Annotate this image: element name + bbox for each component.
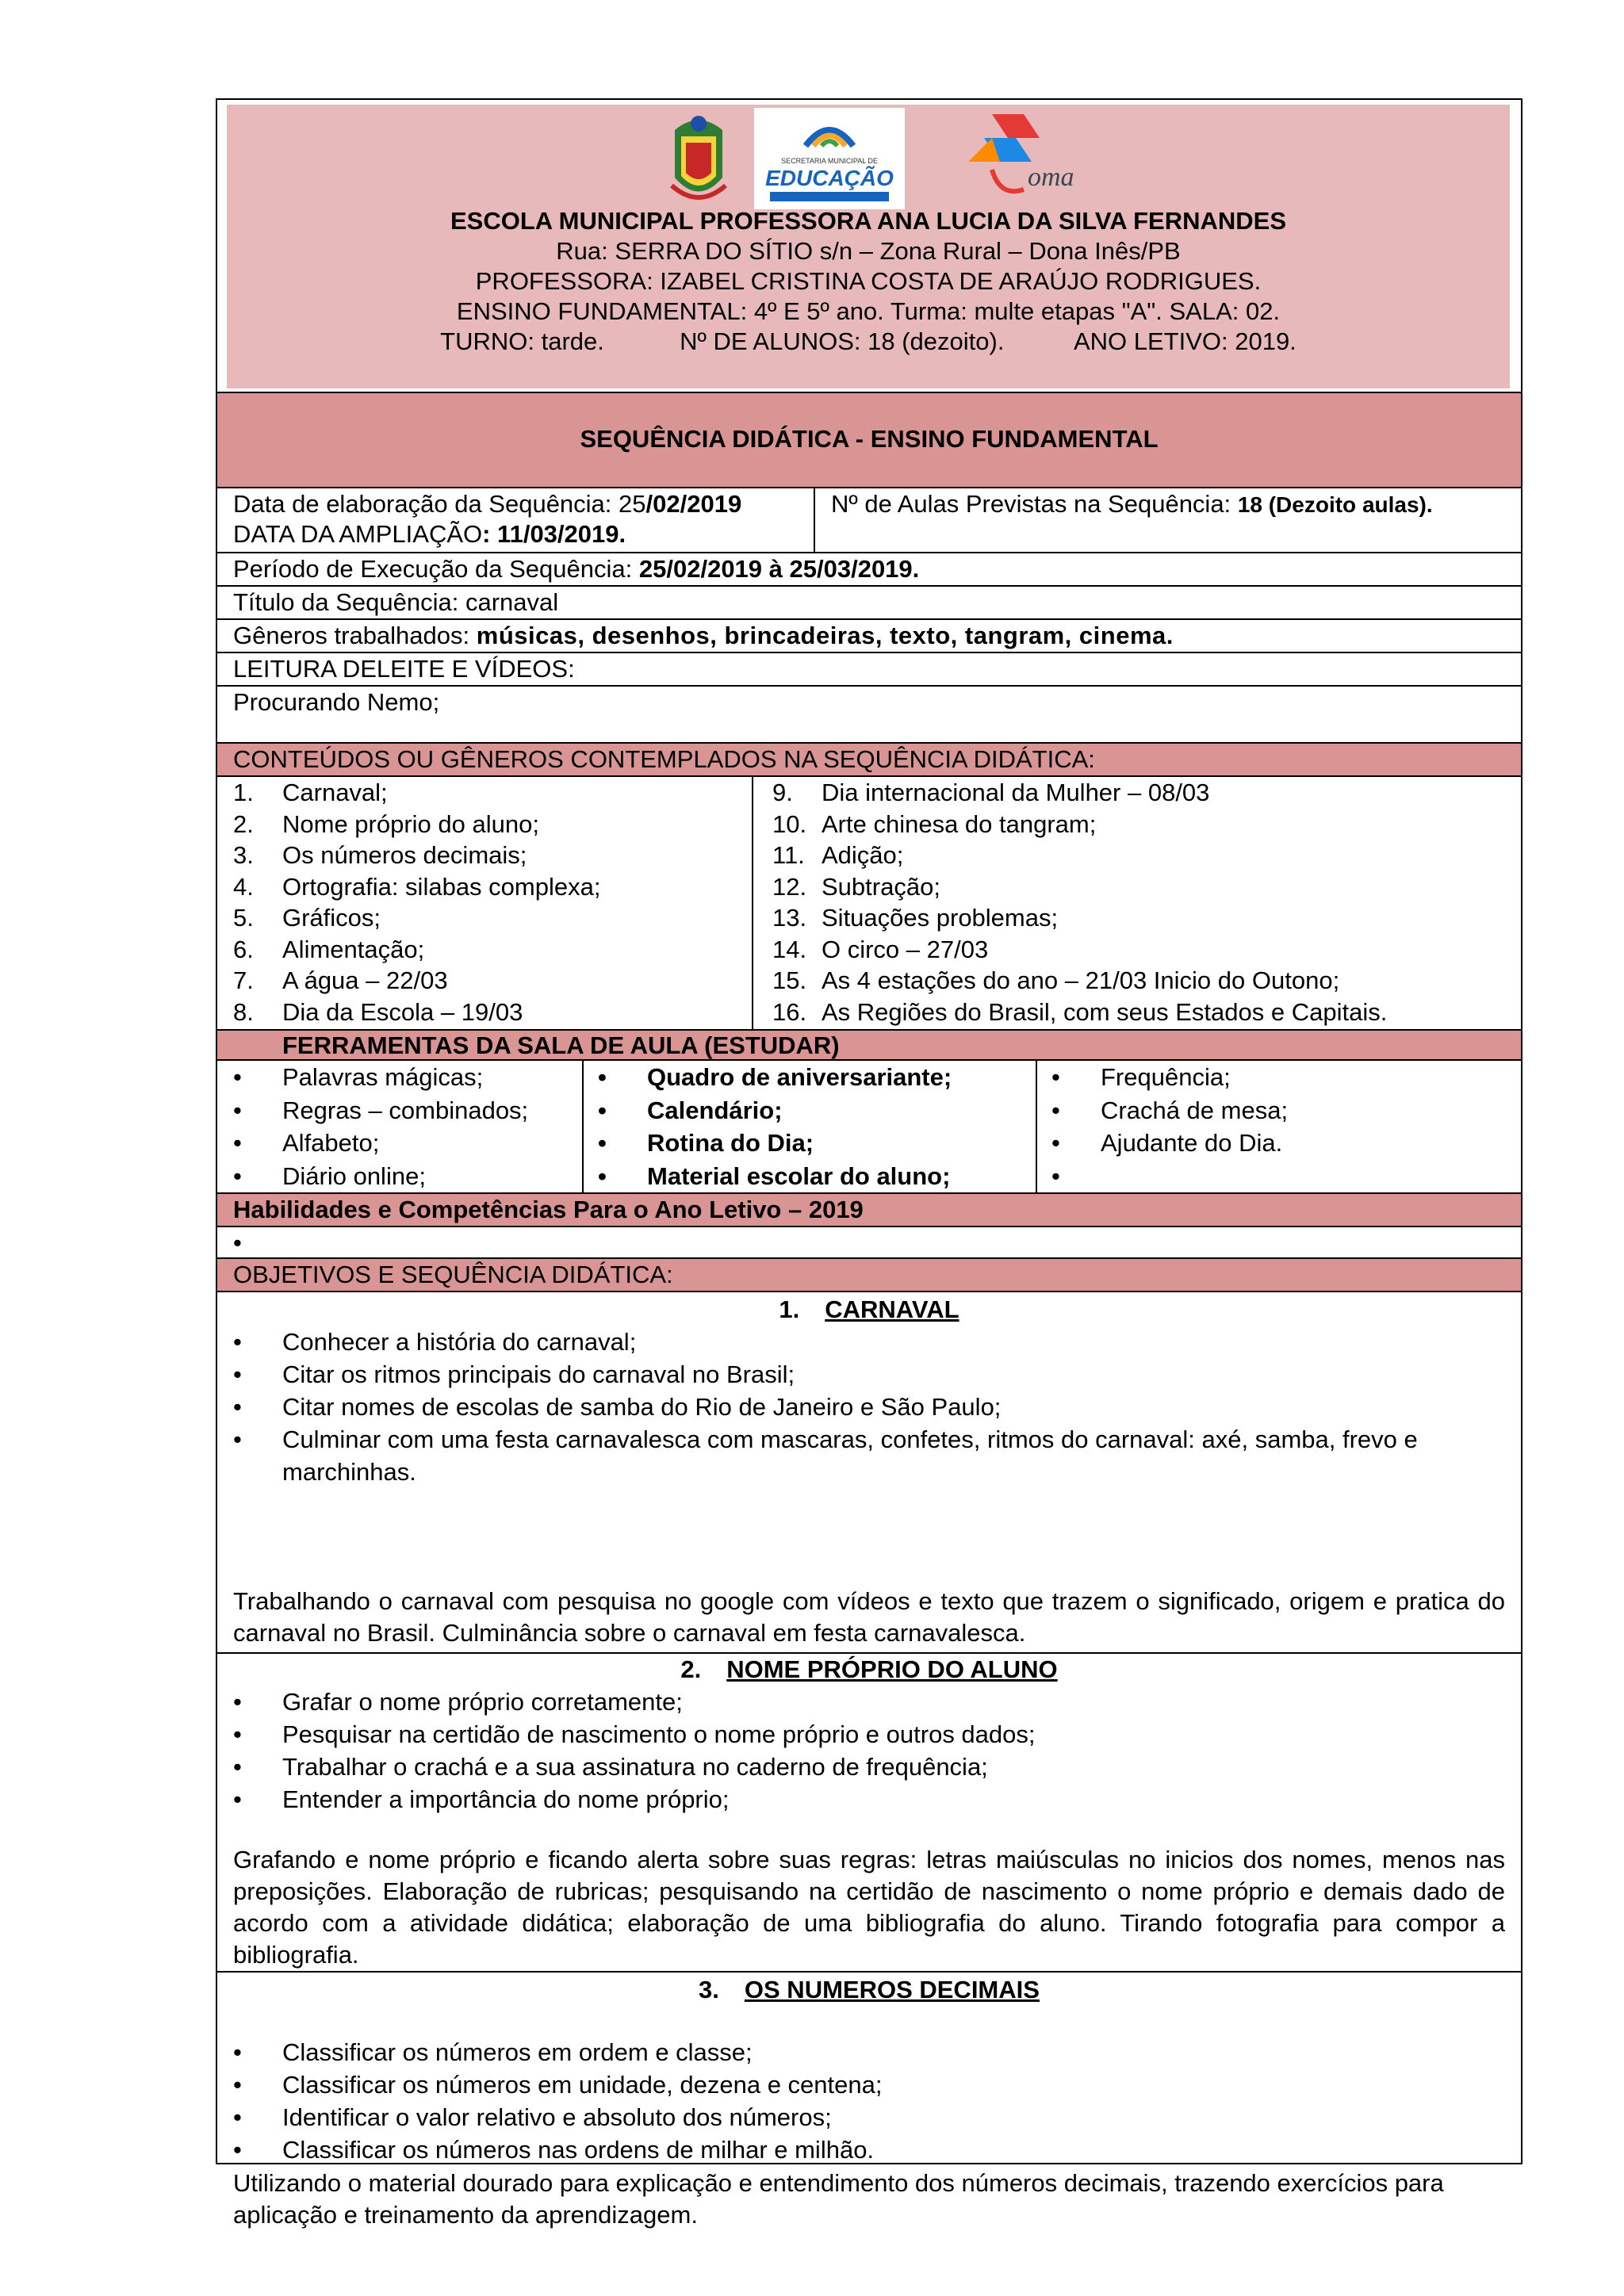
reading-item: Procurando Nemo; bbox=[217, 687, 1521, 744]
objective-item-text: Classificar os números em ordem e classe; bbox=[282, 2038, 753, 2066]
section-carnaval bbox=[217, 1292, 1521, 1654]
tool-item-text: Diário online; bbox=[282, 1161, 426, 1190]
content-item bbox=[772, 902, 1387, 934]
tool-item bbox=[233, 1160, 528, 1193]
tools-heading: FERRAMENTAS DA SALA DE AULA (ESTUDAR) bbox=[282, 1031, 840, 1059]
content-item-number: 9. bbox=[772, 779, 793, 806]
content-item bbox=[772, 997, 1387, 1028]
bullet: • bbox=[233, 1360, 242, 1388]
objective-item-text: Trabalhar o crachá e a sua assinatura no caderno de frequência; bbox=[282, 1753, 988, 1781]
extension-date: DATA DA AMPLIAÇÃO: 11/03/2019. bbox=[233, 520, 626, 548]
content-item bbox=[233, 997, 600, 1028]
contents-list-left bbox=[233, 777, 600, 1027]
content-item-text: Carnaval; bbox=[282, 779, 388, 806]
tool-item-text: Calendário; bbox=[647, 1096, 783, 1124]
tool-item bbox=[1051, 1160, 1288, 1193]
objective-item-text: Citar nomes de escolas de samba do Rio de Janeiro e São Paulo; bbox=[282, 1393, 1002, 1421]
bullet: • bbox=[233, 1688, 242, 1716]
content-item-number: 5. bbox=[233, 904, 254, 932]
section-2-bullets bbox=[233, 1686, 1505, 1816]
objective-item bbox=[233, 1718, 1505, 1751]
content-item-number: 1. bbox=[233, 779, 254, 806]
content-item bbox=[772, 840, 1387, 871]
content-item-text: Arte chinesa do tangram; bbox=[822, 809, 1097, 838]
objective-item-text: Classificar os números nas ordens de milhar e milhão. bbox=[282, 2136, 875, 2164]
divider bbox=[814, 488, 815, 552]
content-item-number: 8. bbox=[233, 997, 254, 1026]
content-item-text: As Regiões do Brasil, com seus Estados e Capitais. bbox=[822, 997, 1388, 1026]
content-item-text: Gráficos; bbox=[282, 904, 381, 932]
section-3-bullets bbox=[233, 2036, 1505, 2166]
school-name: ESCOLA MUNICIPAL PROFESSORA ANA LUCIA DA SILVA FERNANDES bbox=[450, 207, 1287, 235]
tool-item-text: Crachá de mesa; bbox=[1101, 1096, 1289, 1124]
teacher-name: PROFESSORA: IZABEL CRISTINA COSTA DE ARAÚJO RODRIGUES. bbox=[475, 267, 1262, 295]
tools-column-1 bbox=[233, 1061, 528, 1192]
objective-item-text: Identificar o valor relativo e absoluto dos números; bbox=[282, 2103, 832, 2131]
content-item-number: 16. bbox=[772, 997, 807, 1026]
tool-item-text: Quadro de aniversariante; bbox=[647, 1063, 952, 1091]
bullet: • bbox=[233, 1161, 242, 1190]
objective-item bbox=[233, 1423, 1505, 1488]
content-item bbox=[772, 871, 1387, 903]
section-numeros-decimais bbox=[217, 1973, 1521, 2229]
title-band bbox=[217, 393, 1521, 488]
reading-heading: LEITURA DELEITE E VÍDEOS: bbox=[217, 653, 1521, 687]
section-3-text: Utilizando o material dourado para explicação e entendimento dos números decimais, trazendo exercícios para aplicação e treinamento da aprendizagem. bbox=[233, 2169, 1444, 2229]
skills-heading: Habilidades e Competências Para o Ano Letivo – 2019 bbox=[217, 1194, 1521, 1227]
bullet: • bbox=[233, 1720, 242, 1748]
content-item-text: Situações problemas; bbox=[822, 904, 1059, 932]
tool-item bbox=[1051, 1061, 1288, 1094]
level-class-room: ENSINO FUNDAMENTAL: 4º E 5º ano. Turma: multe etapas "A". SALA: 02. bbox=[456, 297, 1281, 325]
section-2-title: 2. NOME PRÓPRIO DO ALUNO bbox=[680, 1655, 1058, 1683]
objective-item-text: Citar os ritmos principais do carnaval no Brasil; bbox=[282, 1360, 795, 1388]
tool-item-text: Ajudante do Dia. bbox=[1101, 1129, 1283, 1157]
bullet: • bbox=[598, 1129, 607, 1157]
document-page bbox=[216, 98, 1522, 2229]
tools-column-3 bbox=[1051, 1061, 1288, 1192]
tool-item bbox=[598, 1061, 952, 1094]
content-item bbox=[233, 840, 600, 871]
logos-group bbox=[667, 106, 1079, 209]
bullet: • bbox=[233, 1425, 242, 1453]
content-item-number: 4. bbox=[233, 872, 254, 901]
info-row-dates bbox=[217, 488, 1521, 553]
bullet: • bbox=[233, 1328, 242, 1356]
content-item-text: Dia da Escola – 19/03 bbox=[282, 997, 523, 1026]
tool-item bbox=[598, 1127, 952, 1160]
content-item bbox=[233, 934, 600, 966]
objective-item bbox=[233, 1783, 1505, 1816]
objective-item bbox=[233, 2068, 1505, 2101]
content-item bbox=[233, 965, 600, 997]
contents-heading: CONTEÚDOS OU GÊNEROS CONTEMPLADOS NA SEQUÊNCIA DIDÁTICA: bbox=[217, 744, 1521, 777]
tools-heading-band bbox=[217, 1031, 1521, 1061]
content-item-text: As 4 estações do ano – 21/03 Inicio do Outono; bbox=[822, 966, 1340, 994]
bullet: • bbox=[233, 2103, 242, 2131]
content-item-number: 11. bbox=[772, 841, 805, 869]
objective-item bbox=[233, 2101, 1505, 2133]
content-item bbox=[772, 809, 1387, 840]
content-item-text: Nome próprio do aluno; bbox=[282, 809, 539, 838]
divider bbox=[752, 777, 753, 1029]
bullet: • bbox=[233, 1129, 242, 1157]
objective-item-text: Classificar os números em unidade, dezena e centena; bbox=[282, 2071, 883, 2099]
objective-item bbox=[233, 1326, 1505, 1358]
educacao-text: EDUCAÇÃO bbox=[765, 166, 894, 190]
objective-item-text: Culminar com uma festa carnavalesca com mascaras, confetes, ritmos do carnaval: axé, samba, frevo e marchinhas. bbox=[282, 1425, 1418, 1486]
section-1-text: Trabalhando o carnaval com pesquisa no google com vídeos e texto que trazem o significado, origem e pratica do carnaval no Brasil. Culminância sobre o carnaval em festa carnavalesca. bbox=[233, 1587, 1505, 1647]
skills-list bbox=[217, 1227, 1521, 1259]
soma-logo bbox=[968, 114, 1074, 192]
tool-item bbox=[233, 1061, 528, 1094]
bullet: • bbox=[233, 1753, 242, 1781]
coat-of-arms-logo bbox=[672, 116, 726, 197]
contents-lists bbox=[217, 777, 1521, 1031]
content-item-number: 14. bbox=[772, 935, 807, 963]
header-block bbox=[217, 100, 1521, 393]
content-item-text: Os números decimais; bbox=[282, 841, 527, 869]
objective-item bbox=[233, 1751, 1505, 1783]
bullet: • bbox=[233, 2038, 242, 2066]
tools-column-2 bbox=[598, 1061, 952, 1192]
tool-item bbox=[233, 1127, 528, 1160]
bullet: • bbox=[233, 1393, 242, 1421]
content-item-number: 12. bbox=[772, 872, 807, 901]
content-item bbox=[233, 809, 600, 840]
objective-item-text: Pesquisar na certidão de nascimento o nome próprio e outros dados; bbox=[282, 1720, 1036, 1748]
content-item-text: Subtração; bbox=[822, 872, 940, 901]
section-2-text: Grafando e nome próprio e ficando alerta sobre suas regras: letras maiúsculas no inicios dos nomes, menos nas preposições. Elaboração de rubricas; pesquisando na certidão de nascimento o nome próprio e demais dado de acordo com a atividade didática; elaboração de uma bibliografia do aluno. Tirando fotografia para compor a bibliografia. bbox=[233, 1846, 1505, 1969]
section-3-title: 3. OS NUMEROS DECIMAIS bbox=[699, 1976, 1040, 2003]
header-background bbox=[227, 105, 1510, 388]
objective-item bbox=[233, 2036, 1505, 2068]
secretaria-text: SECRETARIA MUNICIPAL DE bbox=[781, 157, 878, 165]
content-item bbox=[772, 934, 1387, 966]
content-item bbox=[772, 965, 1387, 997]
section-1-title: 1. CARNAVAL bbox=[779, 1295, 959, 1323]
content-item-number: 7. bbox=[233, 966, 254, 994]
school-address: Rua: SERRA DO SÍTIO s/n – Zona Rural – Dona Inês/PB bbox=[556, 237, 1181, 265]
content-item-number: 2. bbox=[233, 809, 254, 838]
section-nome-proprio bbox=[217, 1654, 1521, 1973]
shift-students-year bbox=[227, 327, 1510, 357]
content-item bbox=[233, 902, 600, 934]
sequence-theme: Título da Sequência: carnaval bbox=[217, 587, 1521, 620]
bullet: • bbox=[233, 2071, 242, 2099]
bullet: • bbox=[233, 1785, 242, 1813]
content-item-text: Alimentação; bbox=[282, 935, 425, 963]
content-item-text: Ortografia: silabas complexa; bbox=[282, 872, 601, 901]
educacao-logo bbox=[754, 108, 905, 209]
students-count: Nº DE ALUNOS: 18 (dezoito). bbox=[680, 327, 1005, 355]
objective-item-text: Grafar o nome próprio corretamente; bbox=[282, 1688, 683, 1716]
section-1-bullets bbox=[233, 1326, 1505, 1488]
content-item-text: O circo – 27/03 bbox=[822, 935, 989, 963]
content-item-number: 6. bbox=[233, 935, 254, 963]
bullet: • bbox=[1051, 1096, 1060, 1124]
bullet: • bbox=[233, 2136, 242, 2164]
content-item bbox=[233, 871, 600, 903]
tool-item-text: Palavras mágicas; bbox=[282, 1063, 484, 1091]
bullet: • bbox=[598, 1096, 607, 1124]
objective-item bbox=[233, 1686, 1505, 1718]
genres-worked: Gêneros trabalhados: músicas, desenhos, brincadeiras, texto, tangram, cinema. bbox=[217, 620, 1521, 653]
objective-item bbox=[233, 2133, 1505, 2166]
content-item-number: 10. bbox=[772, 809, 807, 838]
soma-text: oma bbox=[1028, 163, 1074, 192]
objectives-heading: OBJETIVOS E SEQUÊNCIA DIDÁTICA: bbox=[217, 1259, 1521, 1292]
bullet: • bbox=[598, 1063, 607, 1091]
tool-item bbox=[598, 1094, 952, 1127]
contents-list-right bbox=[772, 777, 1387, 1027]
content-item bbox=[772, 777, 1387, 809]
bullet: • bbox=[233, 1096, 242, 1124]
tool-item bbox=[1051, 1127, 1288, 1160]
content-item-number: 3. bbox=[233, 841, 254, 869]
skills-bullet: • bbox=[233, 1229, 242, 1257]
school-year: ANO LETIVO: 2019. bbox=[1073, 327, 1297, 355]
objective-item bbox=[233, 1358, 1505, 1391]
content-item-text: Dia internacional da Mulher – 08/03 bbox=[822, 779, 1210, 806]
tool-item-text: Alfabeto; bbox=[282, 1129, 380, 1157]
tool-item-text: Rotina do Dia; bbox=[647, 1129, 814, 1157]
execution-period: Período de Execução da Sequência: 25/02/2019 à 25/03/2019. bbox=[217, 553, 1521, 587]
tool-item-text: Frequência; bbox=[1101, 1063, 1231, 1091]
divider bbox=[1036, 1061, 1037, 1192]
tools-grid bbox=[217, 1061, 1521, 1194]
planned-classes: Nº de Aulas Previstas na Sequência: 18 (Dezoito aulas). bbox=[831, 490, 1433, 518]
tool-item bbox=[1051, 1094, 1288, 1127]
content-item-text: Adição; bbox=[822, 841, 904, 869]
bullet: • bbox=[1051, 1063, 1060, 1091]
shift: TURNO: tarde. bbox=[440, 327, 604, 355]
content-item bbox=[233, 777, 600, 809]
tool-item bbox=[598, 1160, 952, 1193]
tool-item-text: Material escolar do aluno; bbox=[647, 1161, 951, 1190]
bullet: • bbox=[1051, 1161, 1060, 1190]
sequence-title: SEQUÊNCIA DIDÁTICA - ENSINO FUNDAMENTAL bbox=[580, 425, 1159, 453]
content-item-number: 13. bbox=[772, 904, 807, 932]
objective-item-text: Conhecer a história do carnaval; bbox=[282, 1328, 637, 1356]
bullet: • bbox=[233, 1063, 242, 1091]
tool-item bbox=[233, 1094, 528, 1127]
content-item-text: A água – 22/03 bbox=[282, 966, 448, 994]
divider bbox=[582, 1061, 584, 1192]
bullet: • bbox=[1051, 1129, 1060, 1157]
objective-item-text: Entender a importância do nome próprio; bbox=[282, 1785, 730, 1813]
tool-item-text: Regras – combinados; bbox=[282, 1096, 529, 1124]
content-item-number: 15. bbox=[772, 966, 807, 994]
objective-item bbox=[233, 1391, 1505, 1423]
bullet: • bbox=[598, 1161, 607, 1190]
elaboration-date: Data de elaboração da Sequência: 25/02/2019 bbox=[233, 490, 742, 518]
